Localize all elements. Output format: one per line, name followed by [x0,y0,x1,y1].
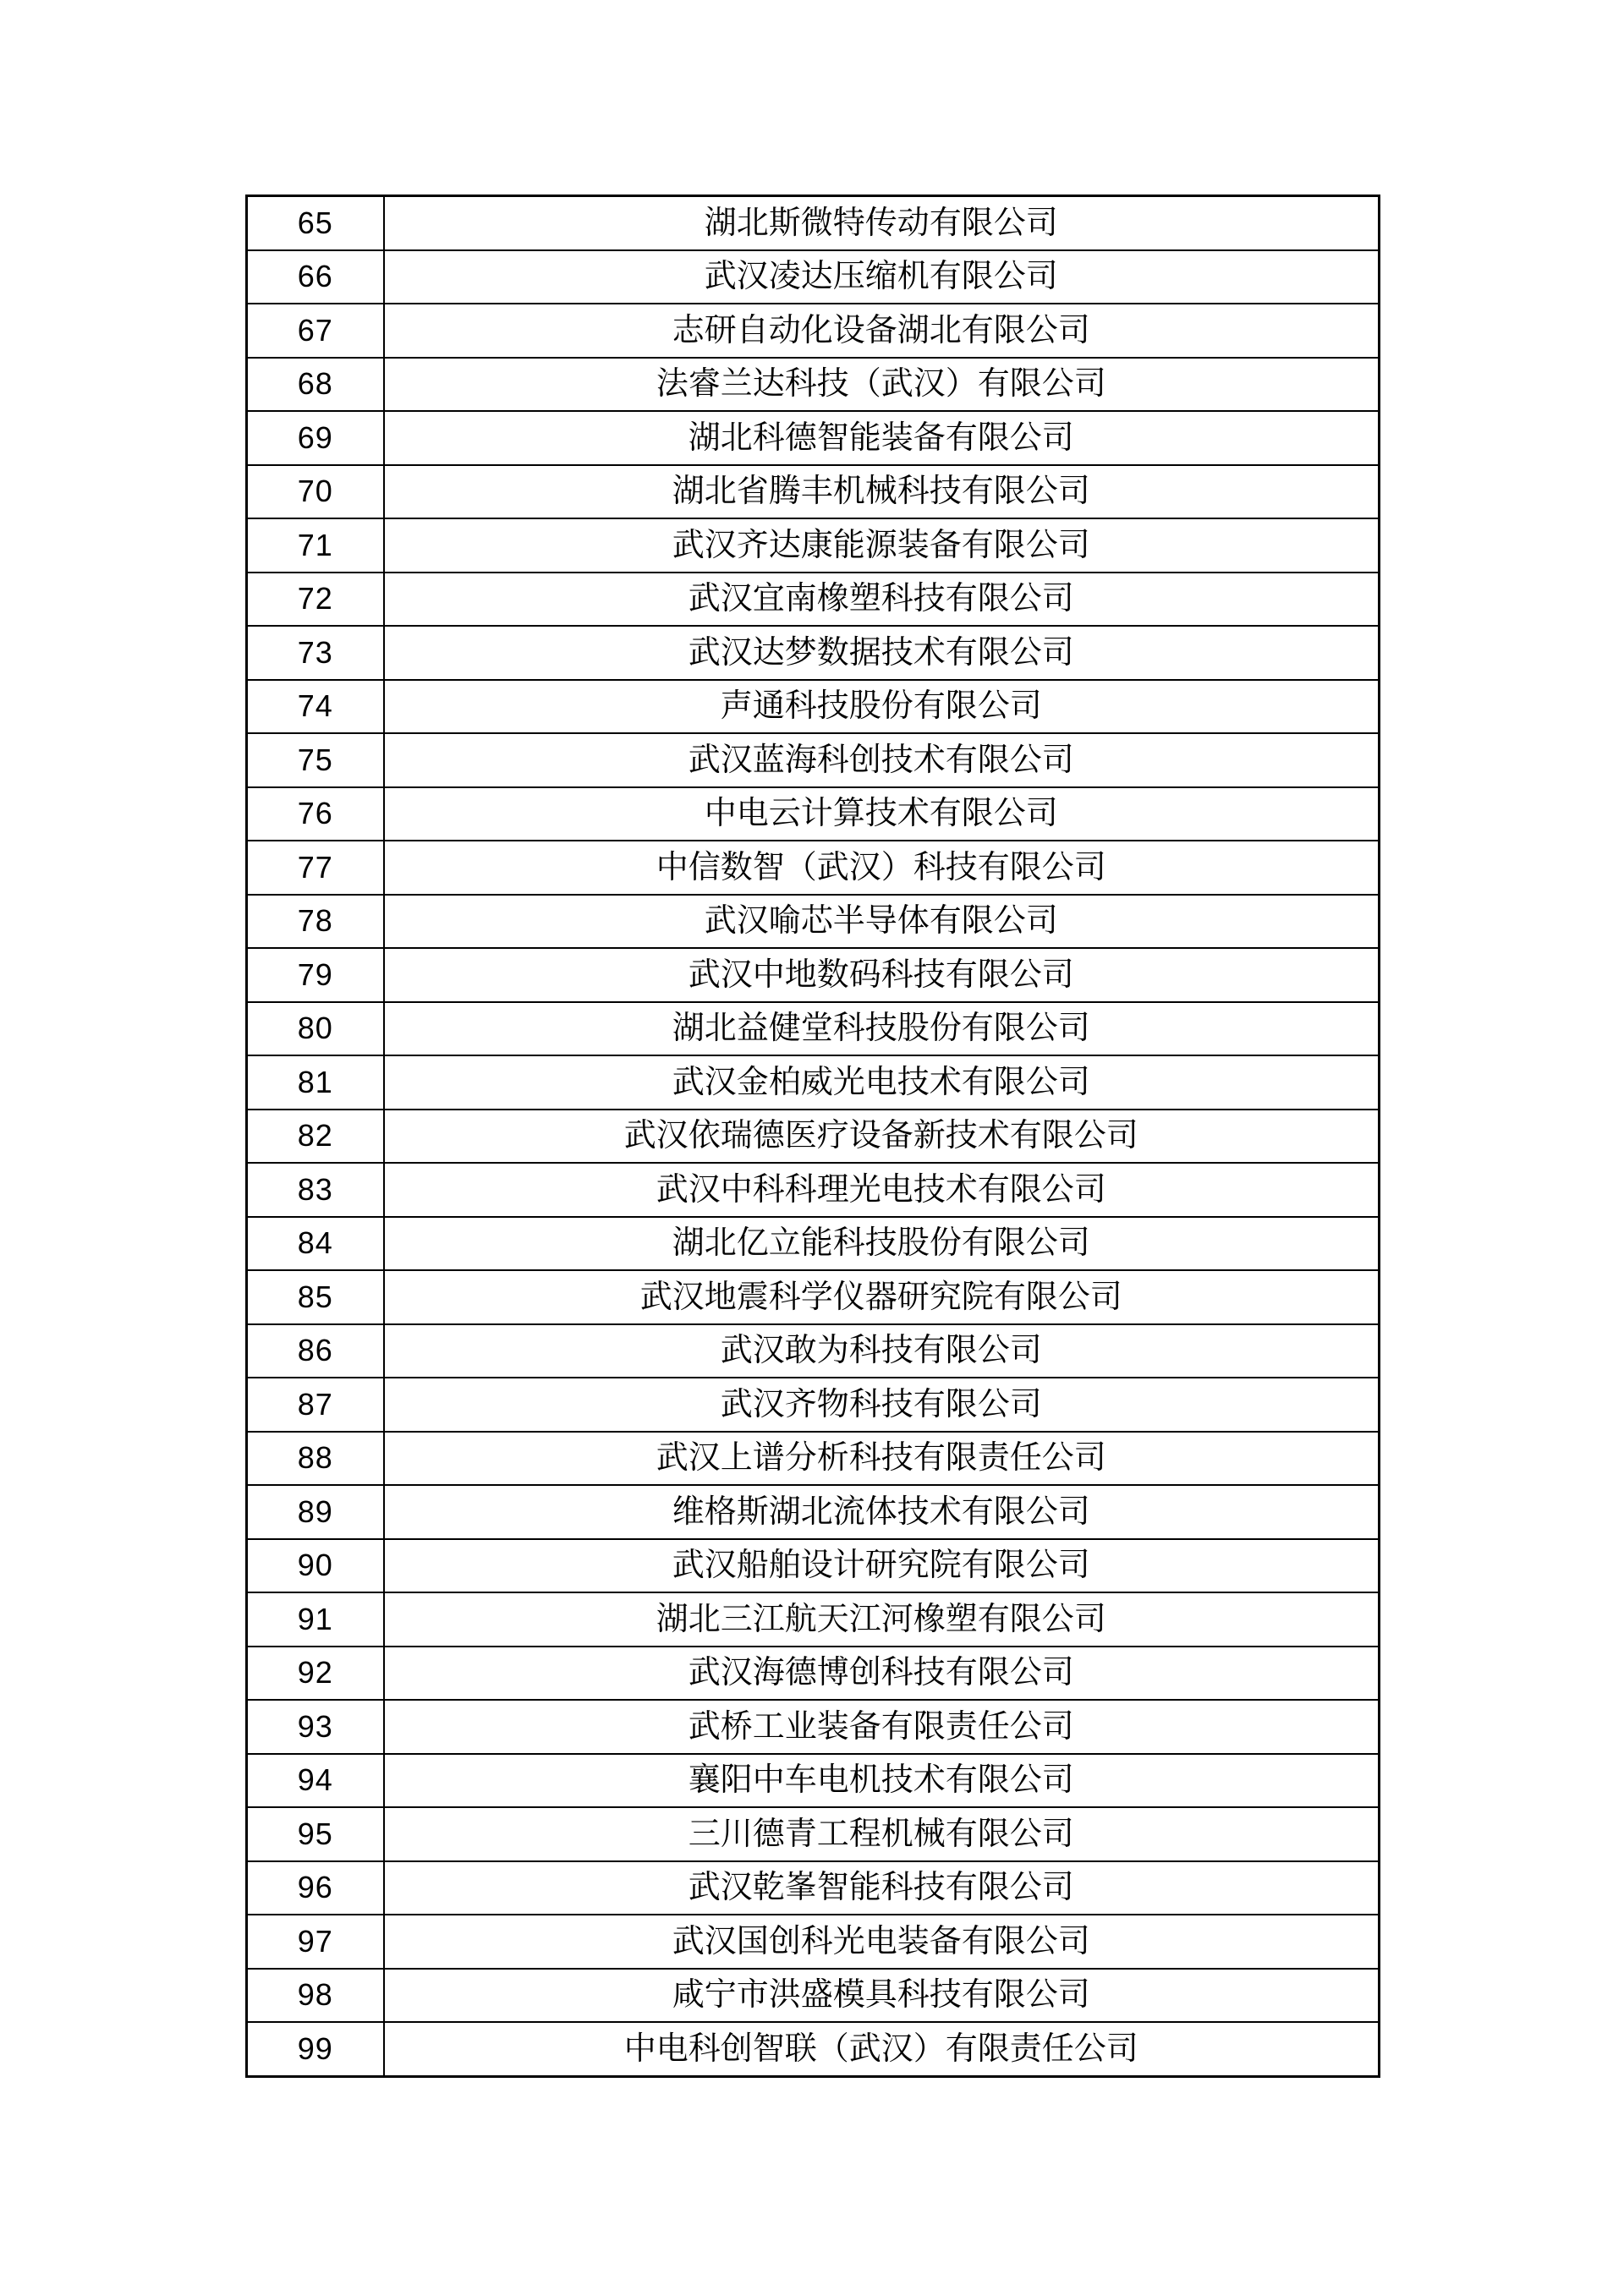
row-number-cell: 72 [247,573,384,627]
row-number-cell: 92 [247,1647,384,1701]
table-row [247,733,1380,787]
row-number-cell: 79 [247,948,384,1002]
table-row [247,1163,1380,1217]
row-number-cell: 88 [247,1432,384,1486]
company-name-cell: 三川德青工程机械有限公司 [384,1807,1380,1861]
table-row [247,1002,1380,1056]
company-name-cell: 武汉地震科学仪器研究院有限公司 [384,1270,1380,1324]
row-number-cell: 74 [247,680,384,734]
table-row [247,1647,1380,1701]
table-row [247,1539,1380,1593]
row-number-cell: 86 [247,1324,384,1378]
table-row [247,1324,1380,1378]
table-row [247,250,1380,304]
company-name-cell: 武汉蓝海科创技术有限公司 [384,733,1380,787]
row-number-cell: 89 [247,1485,384,1539]
row-number-cell: 82 [247,1110,384,1164]
table-row [247,948,1380,1002]
table-row [247,1807,1380,1861]
company-name-cell: 湖北三江航天江河橡塑有限公司 [384,1592,1380,1647]
company-name-cell: 襄阳中车电机技术有限公司 [384,1754,1380,1808]
row-number-cell: 94 [247,1754,384,1808]
company-name-cell: 法睿兰达科技（武汉）有限公司 [384,358,1380,412]
row-number-cell: 96 [247,1861,384,1915]
company-list-table [245,195,1380,2078]
company-table-body [247,196,1380,2077]
row-number-cell: 78 [247,895,384,949]
row-number-cell: 77 [247,841,384,895]
table-row [247,1485,1380,1539]
row-number-cell: 97 [247,1915,384,1969]
company-name-cell: 武汉齐物科技有限公司 [384,1378,1380,1432]
table-row [247,1110,1380,1164]
company-name-cell: 湖北省腾丰机械科技有限公司 [384,465,1380,519]
table-row [247,1592,1380,1647]
table-row [247,1754,1380,1808]
row-number-cell: 83 [247,1163,384,1217]
table-row [247,411,1380,465]
row-number-cell: 90 [247,1539,384,1593]
company-name-cell: 武汉上谱分析科技有限责任公司 [384,1432,1380,1486]
table-row [247,1861,1380,1915]
company-name-cell: 武汉齐达康能源装备有限公司 [384,518,1380,573]
company-name-cell: 武汉国创科光电装备有限公司 [384,1915,1380,1969]
row-number-cell: 68 [247,358,384,412]
company-name-cell: 湖北亿立能科技股份有限公司 [384,1217,1380,1271]
table-row [247,196,1380,250]
row-number-cell: 67 [247,304,384,358]
row-number-cell: 71 [247,518,384,573]
table-row [247,626,1380,680]
row-number-cell: 87 [247,1378,384,1432]
table-row [247,895,1380,949]
company-name-cell: 武汉喻芯半导体有限公司 [384,895,1380,949]
company-name-cell: 武汉依瑞德医疗设备新技术有限公司 [384,1110,1380,1164]
company-name-cell: 维格斯湖北流体技术有限公司 [384,1485,1380,1539]
table-row [247,1700,1380,1754]
row-number-cell: 81 [247,1055,384,1110]
row-number-cell: 65 [247,196,384,250]
table-row [247,2022,1380,2076]
company-name-cell: 武汉乾峯智能科技有限公司 [384,1861,1380,1915]
row-number-cell: 91 [247,1592,384,1647]
company-name-cell: 武汉宜南橡塑科技有限公司 [384,573,1380,627]
table-row [247,1378,1380,1432]
table-row [247,1055,1380,1110]
company-name-cell: 湖北益健堂科技股份有限公司 [384,1002,1380,1056]
table-row [247,787,1380,841]
row-number-cell: 69 [247,411,384,465]
table-row [247,304,1380,358]
company-name-cell: 中电科创智联（武汉）有限责任公司 [384,2022,1380,2076]
row-number-cell: 66 [247,250,384,304]
table-row [247,1969,1380,2023]
company-name-cell: 武桥工业装备有限责任公司 [384,1700,1380,1754]
row-number-cell: 95 [247,1807,384,1861]
company-name-cell: 武汉中科科理光电技术有限公司 [384,1163,1380,1217]
table-row [247,465,1380,519]
company-name-cell: 武汉海德博创科技有限公司 [384,1647,1380,1701]
row-number-cell: 98 [247,1969,384,2023]
table-row [247,1432,1380,1486]
company-name-cell: 声通科技股份有限公司 [384,680,1380,734]
row-number-cell: 70 [247,465,384,519]
company-name-cell: 志研自动化设备湖北有限公司 [384,304,1380,358]
company-name-cell: 中电云计算技术有限公司 [384,787,1380,841]
row-number-cell: 84 [247,1217,384,1271]
company-name-cell: 武汉凌达压缩机有限公司 [384,250,1380,304]
company-name-cell: 湖北斯微特传动有限公司 [384,196,1380,250]
row-number-cell: 99 [247,2022,384,2076]
table-row [247,518,1380,573]
table-row [247,1270,1380,1324]
table-row [247,1217,1380,1271]
table-row [247,841,1380,895]
company-name-cell: 湖北科德智能装备有限公司 [384,411,1380,465]
company-name-cell: 武汉船舶设计研究院有限公司 [384,1539,1380,1593]
table-row [247,680,1380,734]
row-number-cell: 80 [247,1002,384,1056]
company-name-cell: 武汉敢为科技有限公司 [384,1324,1380,1378]
company-name-cell: 武汉中地数码科技有限公司 [384,948,1380,1002]
row-number-cell: 85 [247,1270,384,1324]
company-name-cell: 武汉达梦数据技术有限公司 [384,626,1380,680]
row-number-cell: 73 [247,626,384,680]
table-row [247,1915,1380,1969]
table-row [247,358,1380,412]
row-number-cell: 93 [247,1700,384,1754]
company-name-cell: 中信数智（武汉）科技有限公司 [384,841,1380,895]
company-name-cell: 咸宁市洪盛模具科技有限公司 [384,1969,1380,2023]
row-number-cell: 76 [247,787,384,841]
company-name-cell: 武汉金柏威光电技术有限公司 [384,1055,1380,1110]
row-number-cell: 75 [247,733,384,787]
table-row [247,573,1380,627]
